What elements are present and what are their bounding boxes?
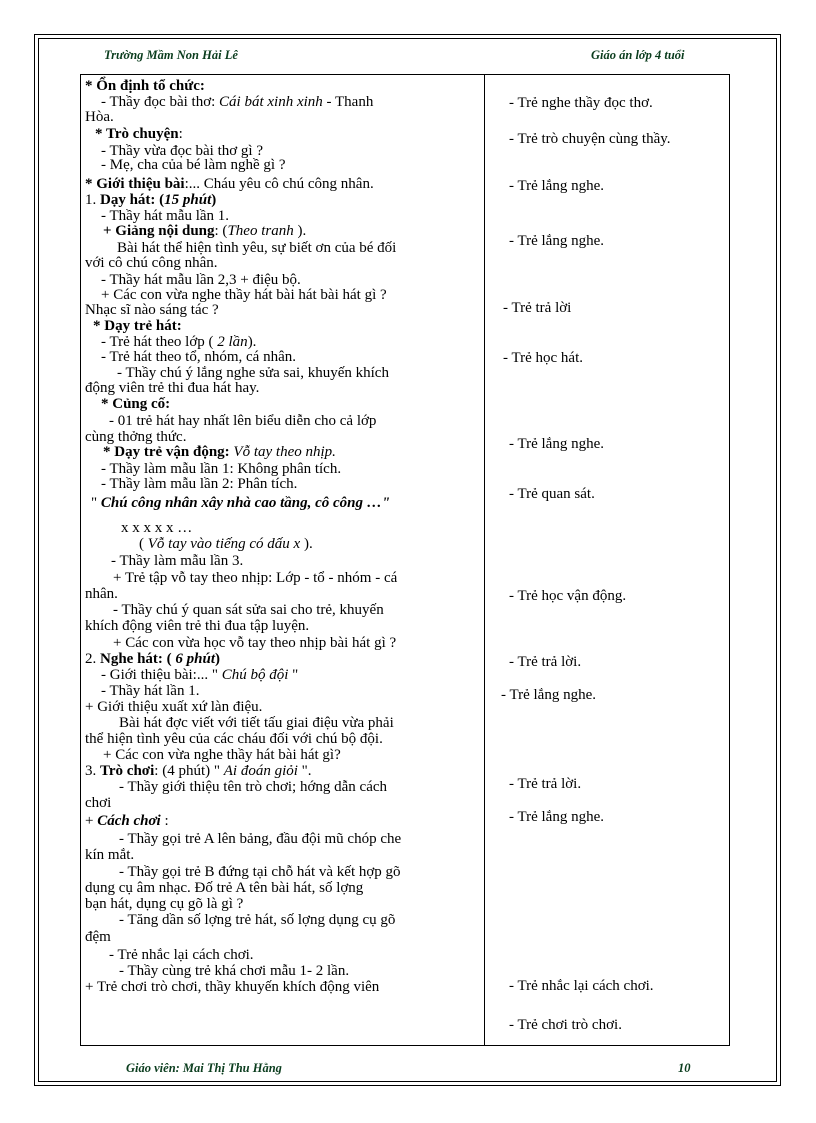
text-run: kín mắt. <box>85 847 135 863</box>
text-run: Cách chơi <box>97 813 161 829</box>
teacher-activity-line <box>95 127 183 142</box>
text-run: động viên trẻ thi đua hát hay. <box>85 380 260 396</box>
teacher-activity-line <box>101 158 286 173</box>
teacher-activity-line <box>85 110 114 125</box>
teacher-activity-line <box>85 700 262 715</box>
text-run: - Thầy chú ý lắng nghe sửa sai, khuyến khích <box>117 365 389 381</box>
teacher-activity-line <box>85 764 312 779</box>
text-run: - Mẹ, cha của bé làm nghề gì ? <box>101 157 286 173</box>
column-divider <box>484 75 485 1045</box>
teacher-activity-line <box>101 477 297 492</box>
teacher-activity-line <box>85 897 243 912</box>
teacher-activity-line <box>111 554 243 569</box>
text-run: dụng cụ âm nhạc. Đố trẻ A tên bài hát, số lợng <box>85 880 364 896</box>
text-run: - Tăng dần số lợng trẻ hát, số lợng dụng cụ gõ <box>119 912 396 928</box>
teacher-activity-line <box>117 366 389 381</box>
teacher-activity-line <box>91 496 390 511</box>
teacher-activity-line <box>101 95 373 110</box>
footer-teacher: Giáo viên: Mai Thị Thu Hằng <box>126 1061 282 1075</box>
text-run: Chú bộ đội <box>221 667 289 683</box>
text-run: - Thầy chú ý quan sát sửa sai cho trẻ, khuyến <box>113 602 384 618</box>
text-run: : <box>178 126 183 142</box>
text-run: * Dạy trẻ hát: <box>93 318 182 334</box>
text-run: cùng thởng thức. <box>85 429 187 445</box>
text-run: ". <box>297 763 312 779</box>
child-activity-line: - Trẻ nhắc lại cách chơi. <box>509 978 654 994</box>
teacher-activity-line <box>85 881 363 896</box>
text-run: + Giảng nội dung <box>103 223 215 239</box>
teacher-activity-line <box>85 732 383 747</box>
text-run: nhân. <box>85 586 118 602</box>
text-run: - Trẻ hát theo lớp ( <box>101 334 218 350</box>
text-run: : <box>160 813 169 829</box>
teacher-activity-line <box>85 193 216 208</box>
text-run: * Trò chuyện <box>95 126 179 142</box>
teacher-activity-line <box>103 748 341 763</box>
text-run: 6 phút <box>171 651 216 667</box>
child-activity-line: - Trẻ trả lời <box>503 300 572 316</box>
teacher-activity-line <box>101 668 298 683</box>
text-run: x x x x x … <box>121 520 193 536</box>
text-run: Chú công nhân xây nhà cao tầng, cô công …" <box>100 495 391 511</box>
text-run: + Trẻ tập vỗ tay theo nhịp: Lớp - tổ - nhóm - cá <box>113 570 398 586</box>
text-run: - Thầy làm mẫu lần 2: Phân tích. <box>101 476 298 492</box>
text-run: + Trẻ chơi trò chơi, thầy khuyến khích động viên <box>85 979 380 995</box>
teacher-activity-line <box>113 571 397 586</box>
teacher-activity-line <box>101 684 199 699</box>
text-run: khích động viên trẻ thi đua tập luyện. <box>85 618 310 634</box>
text-run: 3. <box>85 763 100 779</box>
text-run: Ai đoán giỏi <box>223 763 298 779</box>
teacher-activity-line <box>101 209 229 224</box>
text-run: ). <box>247 334 257 350</box>
text-run: * Dạy trẻ vận động: <box>103 444 230 460</box>
child-activity-line: - Trẻ học vận động. <box>509 588 627 604</box>
text-run: " <box>288 667 299 683</box>
text-run: Vỗ tay vào tiếng có dấu x <box>147 536 301 552</box>
text-run: + Các con vừa nghe thầy hát bài hát bài hát gì ? <box>101 287 387 303</box>
text-run: thể hiện tình yêu của các cháu đối với chú bộ đội. <box>85 731 383 747</box>
text-run: + Các con vừa học vỗ tay theo nhịp bài hát gì ? <box>113 635 397 651</box>
text-run: Hòa. <box>85 109 114 125</box>
text-run: 2 lần <box>217 334 248 350</box>
text-run: * Giới thiệu bài <box>85 176 185 192</box>
teacher-activity-line <box>119 780 387 795</box>
text-run: - Thầy vừa đọc bài thơ gì ? <box>101 143 263 159</box>
text-run: Bài hát thể hiện tình yêu, sự biết ơn của bé đối <box>117 240 397 256</box>
teacher-activity-line <box>85 177 374 192</box>
text-run: - Thầy hát mẫu lần 2,3 + điệu bộ. <box>101 272 301 288</box>
text-run: - Thầy cùng trẻ khá chơi mẫu 1- 2 lần. <box>119 963 350 979</box>
text-run: Bài hát đợc viết với tiết tấu giai điệu vừa phải <box>119 715 394 731</box>
teacher-activity-line <box>103 445 336 460</box>
text-run: + Giới thiệu xuất xứ làn điệu. <box>85 699 263 715</box>
teacher-activity-line <box>93 319 182 334</box>
child-activity-line: - Trẻ lắng nghe. <box>501 687 596 703</box>
teacher-activity-line <box>119 865 401 880</box>
header-plan: Giáo án lớp 4 tuổi <box>591 48 685 62</box>
teacher-activity-line <box>85 303 219 318</box>
text-run: với cô chú công nhân. <box>85 255 218 271</box>
child-activity-line: - Trẻ chơi trò chơi. <box>509 1017 622 1033</box>
footer-page-number: 10 <box>678 1061 691 1075</box>
teacher-activity-line <box>85 814 169 829</box>
text-run: - Thầy gọi trẻ A lên bảng, đầu đội mũ chóp che <box>119 831 402 847</box>
teacher-activity-line <box>85 430 186 445</box>
text-run: + Các con vừa nghe thầy hát bài hát gì? <box>103 747 341 763</box>
text-run: 15 phút <box>164 192 212 208</box>
text-run: : (4 phút) " <box>154 763 224 779</box>
teacher-activity-line <box>103 224 306 239</box>
child-activity-line: - Trẻ lắng nghe. <box>509 233 604 249</box>
teacher-activity-line <box>85 980 379 995</box>
text-run: : ( <box>214 223 228 239</box>
text-run: * Ổn định tổ chức: <box>85 78 205 94</box>
teacher-activity-line <box>85 848 134 863</box>
teacher-activity-line <box>101 335 256 350</box>
text-run: 1. <box>85 192 100 208</box>
teacher-activity-line <box>139 537 313 552</box>
teacher-activity-line <box>85 796 111 811</box>
header-school: Trường Mầm Non Hải Lê <box>104 48 238 62</box>
text-run: Trò chơi <box>100 763 155 779</box>
text-run: - Thầy gọi trẻ B đứng tại chỗ hát và kết hợp gõ <box>119 864 401 880</box>
text-run: Cái bát xinh xinh <box>219 94 323 110</box>
text-run: Theo tranh <box>227 223 294 239</box>
text-run: - Thầy hát mẫu lần 1. <box>101 208 230 224</box>
teacher-activity-line <box>101 288 387 303</box>
text-run: - Thầy làm mẫu lần 1: Không phân tích. <box>101 461 342 477</box>
child-activity-line: - Trẻ trả lời. <box>509 654 582 670</box>
text-run: bạn hát, dụng cụ gõ là gì ? <box>85 896 244 912</box>
teacher-activity-line <box>85 381 259 396</box>
teacher-activity-line <box>85 930 111 945</box>
text-run: :... Cháu yêu cô chú công nhân. <box>184 176 374 192</box>
text-run: Dạy hát: ( <box>100 192 165 208</box>
teacher-activity-line <box>85 79 205 94</box>
teacher-activity-line <box>101 462 341 477</box>
teacher-activity-line <box>119 913 395 928</box>
child-activity-line: - Trẻ nghe thầy đọc thơ. <box>509 95 653 111</box>
child-activity-line: - Trẻ trò chuyện cùng thầy. <box>509 131 671 147</box>
child-activity-line: - Trẻ quan sát. <box>509 486 595 502</box>
teacher-activity-line <box>119 964 349 979</box>
child-activity-line: - Trẻ lắng nghe. <box>509 436 604 452</box>
teacher-activity-line <box>119 832 401 847</box>
text-run: - Thầy đọc bài thơ: <box>101 94 220 110</box>
text-run: ). <box>293 223 307 239</box>
text-run: - Trẻ nhắc lại cách chơi. <box>109 947 254 963</box>
text-run: - Thầy hát lần 1. <box>101 683 200 699</box>
child-activity-line: - Trẻ lắng nghe. <box>509 178 604 194</box>
teacher-activity-line <box>113 636 396 651</box>
text-run: - 01 trẻ hát hay nhất lên biểu diễn cho cả lớp <box>109 413 377 429</box>
teacher-activity-line <box>109 948 254 963</box>
teacher-activity-line <box>113 603 384 618</box>
text-run: đệm <box>85 929 111 945</box>
text-run: 2. <box>85 651 100 667</box>
text-run: - Thầy giới thiệu tên trò chơi; hớng dẫn cách <box>119 779 388 795</box>
teacher-activity-line <box>119 716 394 731</box>
child-activity-line: - Trẻ lắng nghe. <box>509 809 604 825</box>
lesson-table <box>80 74 730 1046</box>
text-run: ) <box>215 651 221 667</box>
text-run: Nhạc sĩ nào sáng tác ? <box>85 302 219 318</box>
teacher-activity-line <box>101 273 301 288</box>
text-run: - Trẻ hát theo tổ, nhóm, cá nhân. <box>101 349 296 365</box>
text-run: + <box>85 813 98 829</box>
teacher-activity-line <box>109 414 376 429</box>
text-run: - Giới thiệu bài:... " <box>101 667 222 683</box>
child-activity-line: - Trẻ học hát. <box>503 350 583 366</box>
text-run: Vỗ tay theo nhịp. <box>233 444 336 460</box>
text-run: - Thầy làm mẫu lần 3. <box>111 553 244 569</box>
teacher-activity-line <box>85 619 309 634</box>
text-run: ). <box>300 536 313 552</box>
child-activity-line: - Trẻ trả lời. <box>509 776 582 792</box>
text-run: * Củng cố: <box>101 396 171 412</box>
teacher-activity-line <box>85 652 220 667</box>
teacher-activity-line <box>117 241 396 256</box>
text-run: ) <box>211 192 217 208</box>
teacher-activity-line <box>101 350 296 365</box>
teacher-activity-line <box>101 397 170 412</box>
text-run: Nghe hát: ( <box>100 651 172 667</box>
text-run: - Thanh <box>322 94 374 110</box>
teacher-activity-line <box>85 587 118 602</box>
teacher-activity-line <box>85 256 217 271</box>
text-run: " <box>91 495 101 511</box>
text-run: chơi <box>85 795 112 811</box>
teacher-activity-line <box>121 521 192 536</box>
text-run: ( <box>139 536 148 552</box>
